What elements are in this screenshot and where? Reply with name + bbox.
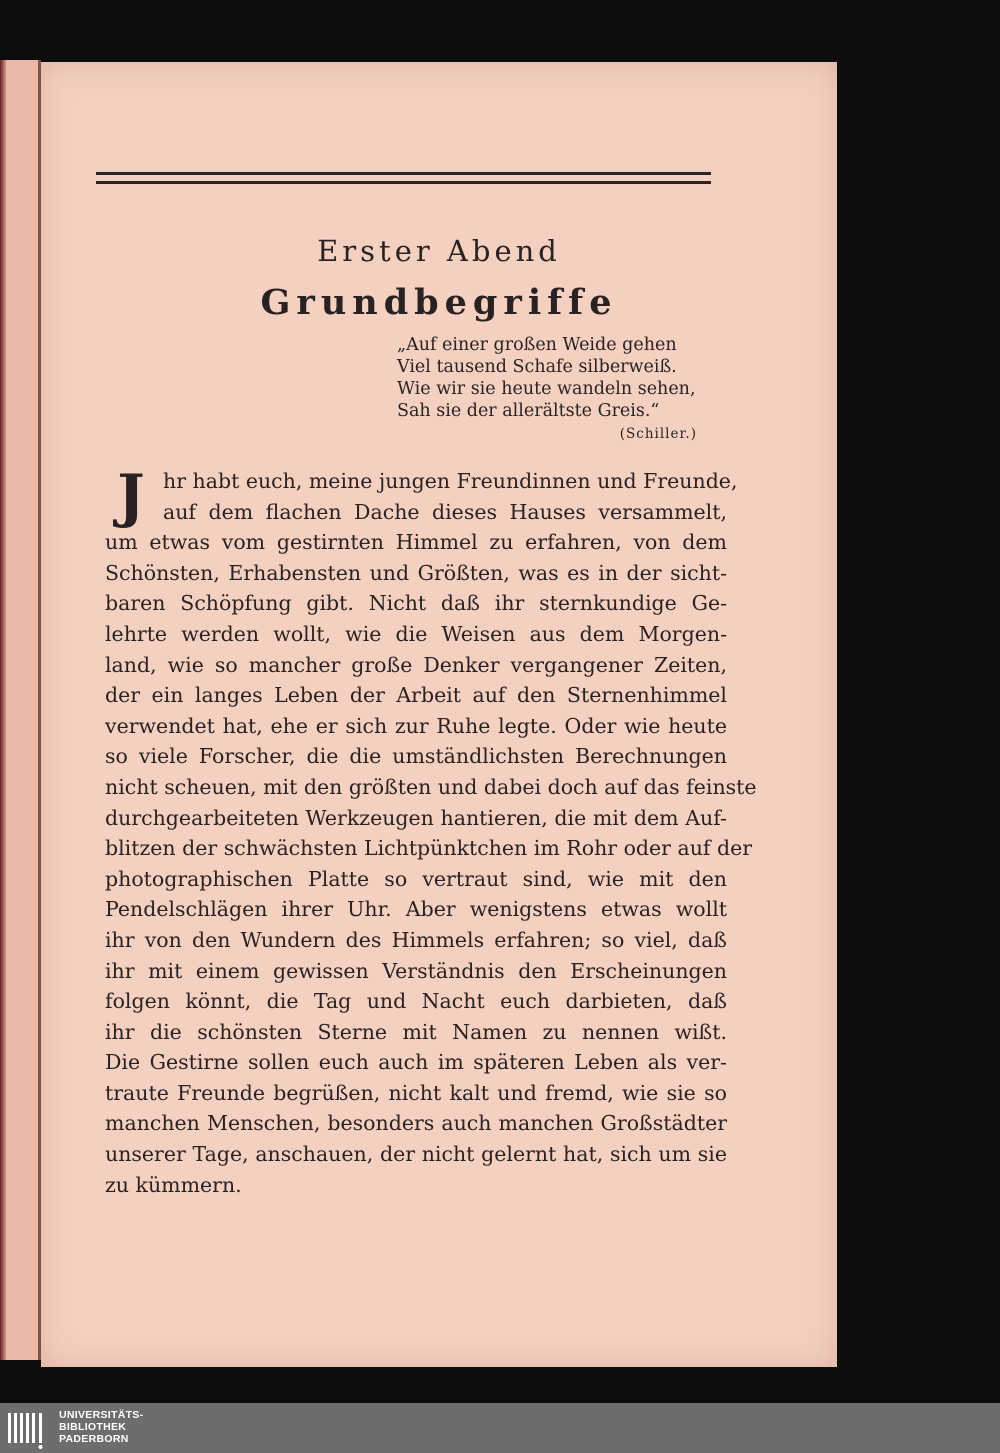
library-name-line: UNIVERSITÄTS- (59, 1409, 144, 1421)
text-line: nicht scheuen, mit den größten und dabei doch auf das feinste (105, 774, 757, 799)
text-line: unserer Tage, anschauen, der nicht gelernt hat, sich um sie (105, 1142, 727, 1167)
text-line: der ein langes Leben der Arbeit auf den Sternenhimmel (105, 683, 727, 708)
text-line: traute Freunde begrüßen, nicht kalt und fremd, wie sie so (105, 1080, 727, 1105)
text-line: baren Schöpfung gibt. Nicht daß ihr sternkundige Ge- (105, 591, 727, 616)
text-line: folgen könnt, die Tag und Nacht euch darbieten, daß (105, 989, 727, 1014)
chapter-number: Erster Abend (317, 234, 561, 268)
double-rule (96, 172, 711, 184)
text-line: auf dem flachen Dache dieses Hauses versammelt, (163, 499, 727, 524)
book-spine-edge (0, 60, 6, 1360)
motto-line: „Auf einer großen Weide gehen (397, 335, 677, 355)
library-name-line: BIBLIOTHEK (59, 1421, 127, 1433)
text-line: zu kümmern. (105, 1172, 242, 1197)
book-page (41, 62, 837, 1367)
text-line: Schönsten, Erhabensten und Größten, was es in der sicht- (105, 560, 727, 585)
left-page-edge (0, 60, 41, 1360)
text-line: lehrte werden wollt, wie die Weisen aus dem Morgen- (105, 621, 727, 646)
motto-author: (Schiller.) (619, 426, 697, 442)
text-line: photographischen Platte so vertraut sind, wie mit den (105, 866, 727, 891)
text-line: Pendelschlägen ihrer Uhr. Aber wenigstens etwas wollt (105, 897, 727, 922)
text-line: ihr mit einem gewissen Verständnis den Erscheinungen (105, 958, 727, 983)
text-line: durchgearbeiteten Werkzeugen hantieren, die mit dem Auf- (105, 805, 727, 830)
text-line: ihr von den Wundern des Himmels erfahren; so viel, daß (105, 927, 727, 952)
motto-line: Viel tausend Schafe silberweiß. (397, 357, 677, 377)
text-line: Die Gestirne sollen euch auch im späteren Leben als ver- (105, 1050, 727, 1075)
body-paragraph (105, 462, 757, 1200)
drop-cap: J (117, 462, 145, 530)
text-line: ihr die schönsten Sterne mit Namen zu nennen wißt. (105, 1019, 727, 1044)
text-line: verwendet hat, ehe er sich zur Ruhe legte. Oder wie heute (105, 713, 727, 738)
text-line: hr habt euch, meine jungen Freundinnen und Freunde, (163, 469, 738, 493)
motto-verse (397, 334, 697, 445)
text-line: manchen Menschen, besonders auch manchen Großstädter (105, 1111, 727, 1136)
text-line: so viele Forscher, die die umständlichsten Berechnungen (105, 744, 727, 769)
text-line: um etwas vom gestirnten Himmel zu erfahren, von dem (105, 530, 727, 555)
chapter-title: Grundbegriffe (260, 282, 618, 323)
library-name (59, 1409, 143, 1445)
text-line: blitzen der schwächsten Lichtpünktchen im Rohr oder auf der (105, 836, 753, 861)
library-footer-bar (0, 1403, 1000, 1453)
motto-line: Sah sie der allerältste Greis.“ (397, 401, 660, 421)
text-line: land, wie so mancher große Denker vergangener Zeiten, (105, 652, 727, 677)
library-logo-icon (6, 1407, 48, 1449)
library-name-line: PADERBORN (59, 1433, 129, 1445)
motto-line: Wie wir sie heute wandeln sehen, (397, 379, 696, 399)
